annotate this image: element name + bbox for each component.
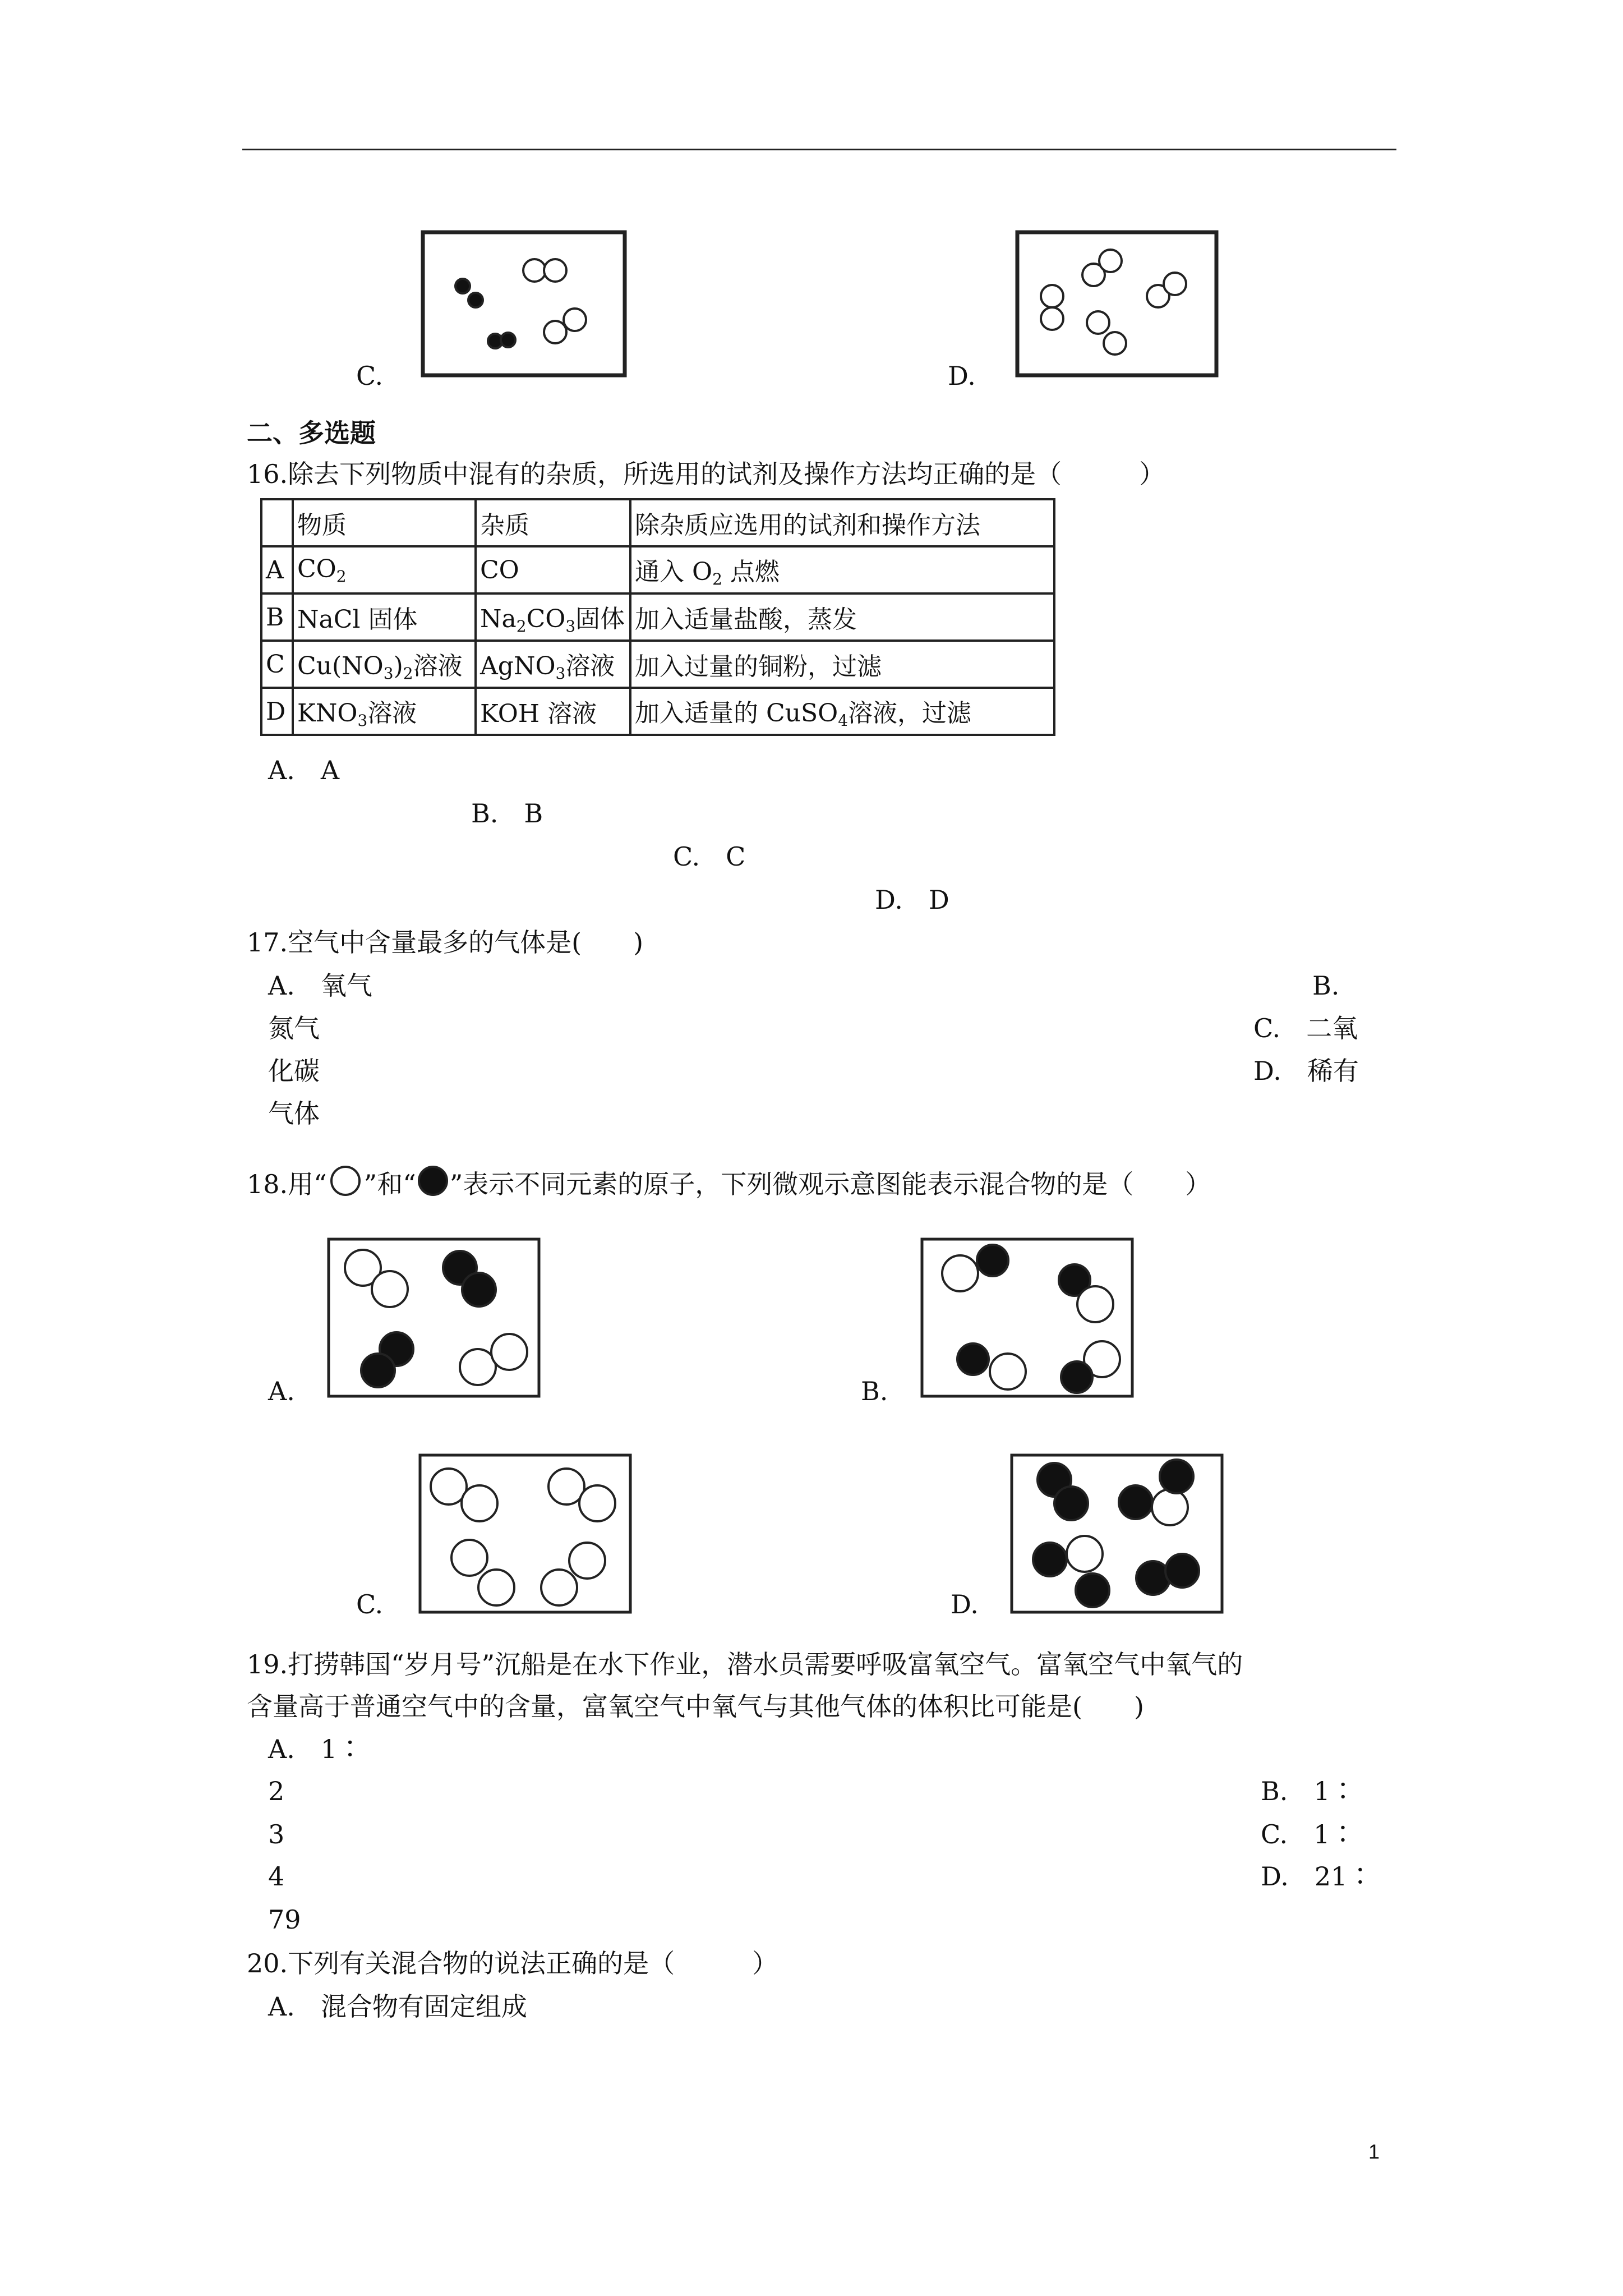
q19-option-a-text[interactable]: 2 [268,1776,285,1806]
q18-option-b[interactable]: B. [861,1376,888,1406]
q18-figure-d [1009,1453,1225,1616]
table-header-row [261,499,1054,546]
row-method: 通入 $O_2$ 点燃 [630,546,1054,593]
q17-option-d[interactable]: D. 稀有 [1253,1056,1359,1086]
table-header-cell: 杂质 [476,499,630,546]
q15-figure-c [421,230,628,379]
row-key: B [261,593,293,641]
table-row [261,641,1054,688]
q16-option-c[interactable]: C. C [673,841,746,872]
row-impurity: KOH 溶液 [476,688,630,735]
row-substance: NaCl 固体 [293,593,476,641]
table-header-cell [261,499,293,546]
q19-option-a[interactable]: A. 1∶ [268,1734,363,1764]
q16-table [260,498,1055,736]
q18-option-d[interactable]: D. [951,1589,979,1619]
row-substance: $KNO_3$溶液 [293,688,476,735]
q16-option-d[interactable]: D. D [875,885,949,915]
q18-figure-b [920,1237,1136,1400]
q19-stem-line2: 含量高于普通空气中的含量，富氧空气中氧气与其他气体的体积比可能是( ) [247,1691,1144,1722]
q15-option-c[interactable]: C. [356,361,384,391]
q19-option-d[interactable]: D. 21∶ [1261,1861,1373,1892]
q18-option-a[interactable]: A. [268,1376,295,1406]
row-key: D [261,688,293,735]
row-method: 加入适量盐酸，蒸发 [630,593,1054,641]
q20-option-a[interactable]: A. 混合物有固定组成 [268,1991,527,2022]
q17-option-b-text[interactable]: 氮气 [268,1013,320,1043]
header-rule [242,149,1396,150]
table-row [261,546,1054,593]
q17-option-c[interactable]: C. 二氧 [1253,1013,1358,1043]
q19-option-b-text[interactable]: 3 [268,1819,285,1849]
row-key: A [261,546,293,593]
q18-figure-a [326,1237,542,1400]
row-key: C [261,641,293,688]
q17-option-b[interactable]: B. [1312,970,1340,1001]
q19-stem-line1: 19.打捞韩国“岁月号”沉船是在水下作业，潜水员需要呼吸富氧空气。富氧空气中氧气的 [247,1649,1243,1680]
q17-option-a[interactable]: A. 氧气 [268,970,372,1001]
q18-figure-c [418,1453,634,1616]
q19-option-b[interactable]: B. 1∶ [1261,1776,1356,1806]
q16-stem: 16.除去下列物质中混有的杂质，所选用的试剂及操作方法均正确的是（ ） [247,459,1165,489]
page-number: 1 [1368,2140,1380,2163]
q16-option-b[interactable]: B. B [471,798,543,829]
q17-stem: 17.空气中含量最多的气体是( ) [247,927,644,958]
table-row [261,593,1054,641]
q19-option-d-text[interactable]: 79 [268,1904,301,1935]
row-method: 加入过量的铜粉，过滤 [630,641,1054,688]
row-substance: $Cu(NO_3)_2$溶液 [293,641,476,688]
table-header-cell: 物质 [293,499,476,546]
q17-option-c-text[interactable]: 化碳 [268,1056,320,1086]
q20-stem: 20.下列有关混合物的说法正确的是（ ） [247,1948,778,1978]
row-impurity: $Na_2CO_3$固体 [476,593,630,641]
q18-stem: 18.用“ ”和“ ”表示不同元素的原子，下列微观示意图能表示混合物的是（ ） [247,1164,1211,1201]
q19-option-c-text[interactable]: 4 [268,1861,285,1892]
row-method: 加入适量的 CuSO$_4$溶液，过滤 [630,688,1054,735]
q18-option-c[interactable]: C. [356,1589,384,1619]
section-title: 二、多选题 [247,418,376,448]
table-row [261,688,1054,735]
row-impurity: CO [476,546,630,593]
row-impurity: AgNO$_3$溶液 [476,641,630,688]
row-substance: $CO_2$ [293,546,476,593]
q17-option-d-text[interactable]: 气体 [268,1098,320,1129]
black-atom-icon [416,1164,450,1198]
table-header-cell: 除杂质应选用的试剂和操作方法 [630,499,1054,546]
white-atom-icon [327,1164,364,1198]
q15-option-d[interactable]: D. [948,361,976,391]
q16-option-a[interactable]: A. A [268,755,340,785]
q19-option-c[interactable]: C. 1∶ [1261,1819,1356,1849]
q15-figure-d [1015,230,1223,379]
